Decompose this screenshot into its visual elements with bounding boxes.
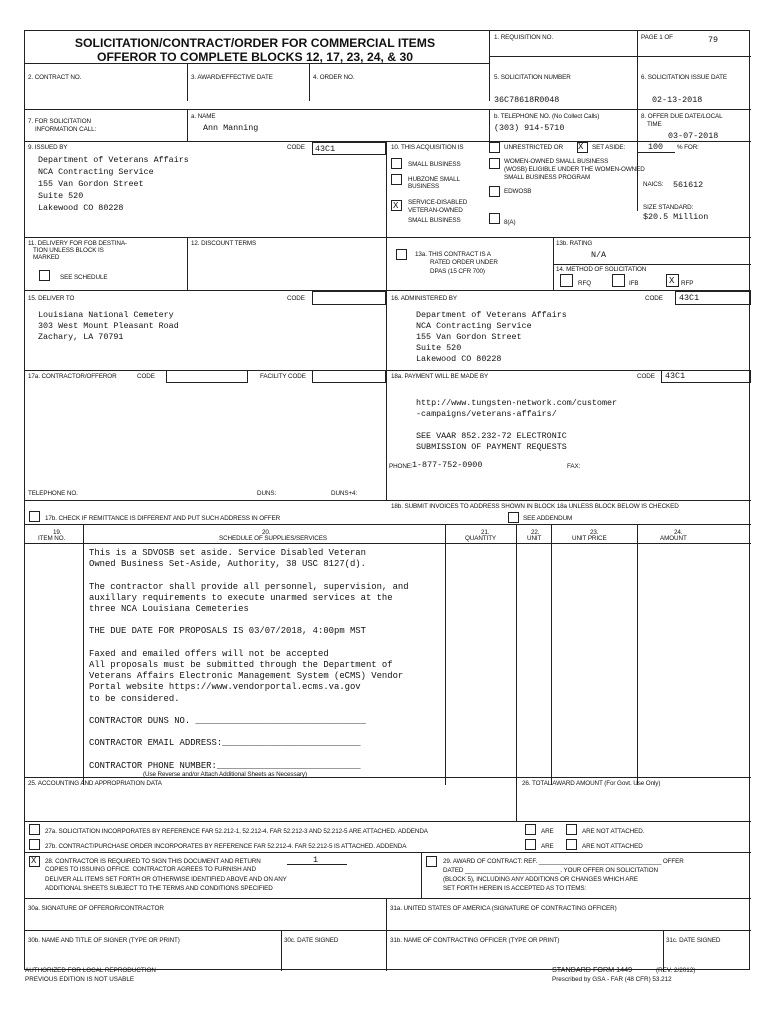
col24-label: AMOUNT	[660, 535, 687, 542]
size-standard: $20.5 Million	[643, 212, 709, 222]
officer-31b-label: 31b. NAME OF CONTRACTING OFFICER (TYPE OR PRINT)	[390, 937, 560, 944]
requisition-label: 1. REQUISITION NO.	[494, 34, 554, 41]
clause-27b-are-not-checkbox[interactable]	[566, 839, 577, 850]
clause-27b-checkbox[interactable]	[29, 839, 40, 850]
contractor-code-box	[166, 370, 248, 383]
size-standard-label: SIZE STANDARD:	[643, 204, 694, 211]
issue-date-label: 6. SOLICITATION ISSUE DATE	[641, 74, 727, 81]
administered-by-code-label: CODE	[645, 295, 663, 302]
form-title-line1: SOLICITATION/CONTRACT/ORDER FOR COMMERCIAL ITEMS	[74, 36, 436, 50]
edwosb-label: EDWOSB	[504, 188, 532, 195]
col24-num: 24.	[674, 529, 683, 536]
hubzone-label1: HUBZONE SMALL	[408, 176, 460, 183]
col23-label: UNIT PRICE	[572, 535, 607, 542]
col23-num: 23.	[590, 529, 599, 536]
clause-27a-label: 27a. SOLICITATION INCORPORATES BY REFERENCE FAR 52.212-1, 52.212-4. FAR 52.212-3 AND 52.212-5 ARE ATTACHED. ADDENDA	[45, 828, 428, 835]
clause-27a-are-not-checkbox[interactable]	[566, 824, 577, 835]
deliver-to-line1: Louisiana National Cemetery	[38, 310, 174, 320]
col22-num: 22.	[531, 529, 540, 536]
footer-prescribed: Prescribed by GSA - FAR (48 CFR) 53.212	[552, 976, 672, 983]
eight-a-checkbox[interactable]	[489, 213, 500, 224]
issued-by-line2: NCA Contracting Service	[38, 167, 154, 177]
deliver-to-label: 15. DELIVER TO	[28, 295, 75, 302]
payment-code-label: CODE	[637, 373, 655, 380]
issued-by-code: 43C1	[315, 144, 336, 154]
sdvosb-label1: SERVICE-DISABLED	[408, 199, 468, 206]
payment-fax-label: FAX:	[567, 463, 581, 470]
issue-date: 02-13-2018	[652, 95, 703, 105]
award-date-label: 3. AWARD/EFFECTIVE DATE	[191, 74, 273, 81]
remittance-label: 17b. CHECK IF REMITTANCE IS DIFFERENT AND PUT SUCH ADDRESS IN OFFER	[45, 515, 281, 522]
col20-label: SCHEDULE OF SUPPLIES/SERVICES	[219, 535, 327, 542]
clause-28-line4: ADDITIONAL SHEETS SUBJECT TO THE TERMS AND CONDITIONS SPECIFIED	[45, 885, 273, 892]
discount-terms-label: 12. DISCOUNT TERMS	[191, 240, 257, 247]
footer-revision: (REV. 2/2012)	[656, 967, 696, 974]
form-title-line2: OFFEROR TO COMPLETE BLOCKS 12, 17, 23, 24, & 30	[96, 50, 414, 64]
sf1449-form	[24, 30, 750, 970]
payment-code: 43C1	[665, 371, 686, 381]
rating-value: N/A	[591, 250, 607, 260]
reverse-note: (Use Reverse and/or Attach Additional Sheets as Necessary)	[143, 771, 307, 778]
naics-label: NAICS:	[643, 181, 664, 188]
edwosb-checkbox[interactable]	[489, 186, 500, 197]
remittance-checkbox[interactable]	[29, 511, 40, 522]
see-addendum-checkbox[interactable]	[508, 512, 519, 523]
clause-27b-label: 27b. CONTRACT/PURCHASE ORDER INCORPORATES BY REFERENCE FAR 52.212-4. FAR 52.212-5 IS ATTACHED. ADDENDA	[45, 843, 407, 850]
ifb-checkbox[interactable]	[612, 274, 625, 287]
clause-28-copies: 1	[313, 855, 319, 865]
contact-name: Ann Manning	[203, 123, 259, 133]
col20-num: 20.	[262, 529, 271, 536]
deliver-to-code-box	[312, 291, 386, 305]
acquisition-label: 10. THIS ACQUISITION IS	[391, 144, 464, 151]
clause-29-line4: SET FORTH HEREIN IS ACCEPTED AS TO ITEMS:	[443, 885, 587, 892]
offer-due-date: 03-07-2018	[668, 131, 719, 141]
rfq-checkbox[interactable]	[560, 274, 573, 287]
issued-by-label: 9. ISSUED BY	[28, 144, 68, 151]
set-aside-percent: 100	[648, 142, 664, 152]
duns4-label: DUNS+4:	[331, 490, 358, 497]
clause-27a-are: ARE	[541, 828, 554, 835]
duns-label: DUNS:	[257, 490, 277, 497]
set-aside-label: SET ASIDE:	[592, 144, 626, 151]
sdvosb-label2: VETERAN-OWNED	[408, 207, 463, 214]
contract-no-label: 2. CONTRACT NO.	[28, 74, 82, 81]
hubzone-label2: BUSINESS	[408, 183, 440, 190]
issued-by-line4: Suite 520	[38, 191, 84, 201]
clause-27a-are-not: ARE NOT ATTACHED.	[582, 828, 645, 835]
payment-line5: SUBMISSION OF PAYMENT REQUESTS	[416, 442, 567, 452]
solicitation-no: 36C78618R0048	[494, 95, 560, 105]
payment-line4: SEE VAAR 852.232-72 ELECTRONIC	[416, 431, 567, 441]
rated-order-checkbox[interactable]	[396, 249, 407, 260]
see-addendum-label: SEE ADDENDUM	[523, 515, 573, 522]
contractor-code-label: CODE	[137, 373, 155, 380]
payment-phone: 1-877-752-0900	[412, 460, 483, 470]
small-business-checkbox[interactable]	[391, 158, 402, 169]
small-business-label: SMALL BUSINESS	[408, 161, 461, 168]
clause-29-checkbox[interactable]	[426, 856, 437, 867]
signature-31a-label: 31a. UNITED STATES OF AMERICA (SIGNATURE OF CONTRACTING OFFICER)	[390, 905, 617, 912]
order-no-label: 4. ORDER NO.	[313, 74, 355, 81]
clause-27b-are-checkbox[interactable]	[525, 839, 536, 850]
payment-line2: -campaigns/veterans-affairs/	[416, 409, 557, 419]
wosb-label3: SMALL BUSINESS PROGRAM	[504, 174, 591, 181]
for-info-label: 7. FOR SOLICITATION	[28, 118, 91, 125]
rating-label: 13b. RATING	[556, 240, 593, 247]
see-schedule-label: SEE SCHEDULE	[60, 274, 108, 281]
eight-a-label: 8(A)	[504, 219, 516, 226]
rfp-mark: X	[669, 276, 675, 286]
sdvosb-label3: SMALL BUSINESS	[408, 217, 461, 224]
administered-by-code: 43C1	[679, 293, 700, 303]
page-total: 79	[708, 35, 719, 45]
accounting-label: 25. ACCOUNTING AND APPROPRIATION DATA	[28, 780, 162, 787]
rated-label3: DPAS (15 CFR 700)	[430, 268, 485, 275]
footer-authorized: AUTHORIZED FOR LOCAL REPRODUCTION	[25, 967, 156, 974]
administered-by-line5: Lakewood CO 80228	[416, 354, 502, 364]
offer-due-label2: TIME	[647, 121, 662, 128]
date-30c-label: 30c. DATE SIGNED	[284, 937, 339, 944]
telephone-no-label: TELEPHONE NO.	[28, 490, 78, 497]
administered-by-line1: Department of Veterans Affairs	[416, 310, 567, 320]
col21-num: 21.	[481, 529, 490, 536]
see-schedule-checkbox[interactable]	[39, 270, 50, 281]
percent-for-label: % FOR:	[677, 144, 699, 151]
unrestricted-label: UNRESTRICTED OR	[504, 144, 564, 151]
schedule-description: This is a SDVOSB set aside. Service Disabled Veteran Owned Business Set-Aside, Authority, 38 USC 8127(d). The contractor shall provide all personnel, supervision, and auxillary requirements to execute unarmed services at the three NCA Louisiana Cemeteries THE DUE DATE FOR PROPOSALS IS 03/07/2018, 4:00pm MST Faxed and emailed offers will not be accepted All proposals must be submitted through the Department of Veterans Affairs Electronic Management System (eCMS) Vendor Portal website https://www.vendorportal.ecms.va.gov to be considered. CONTRACTOR DUNS NO. ________________________________ CONTRACTOR EMAIL ADDRESS:__________________________ CONTRACTOR PHONE NUMBER:___________________________	[89, 548, 409, 771]
facility-code-label: FACILITY CODE	[260, 373, 306, 380]
clause-27b-are-not: ARE NOT ATTACHED	[582, 843, 643, 850]
clause-27a-are-checkbox[interactable]	[525, 824, 536, 835]
name-label: a. NAME	[191, 113, 216, 120]
deliver-to-line3: Zachary, LA 70791	[38, 332, 124, 342]
clause-28-line2: COPIES TO ISSUING OFFICE. CONTRACTOR AGREES TO FURNISH AND	[45, 866, 256, 873]
issued-by-line3: 155 Van Gordon Street	[38, 179, 144, 189]
naics-code: 561612	[673, 180, 704, 190]
date-31c-label: 31c. DATE SIGNED	[666, 937, 721, 944]
facility-code-box	[312, 370, 386, 383]
issued-by-line5: Lakewood CO 80228	[38, 203, 124, 213]
payment-line1: http://www.tungsten-network.com/customer	[416, 398, 618, 408]
clause-27b-are: ARE	[541, 843, 554, 850]
hubzone-checkbox[interactable]	[391, 174, 402, 185]
contractor-label: 17a. CONTRACTOR/OFFEROR	[28, 373, 117, 380]
rfq-label: RFQ	[578, 280, 591, 287]
rated-label2: RATED ORDER UNDER	[430, 259, 498, 266]
submit-invoices-label: 18b. SUBMIT INVOICES TO ADDRESS SHOWN IN BLOCK 18a UNLESS BLOCK BELOW IS CHECKED	[391, 503, 679, 510]
clause-28-line3: DELIVER ALL ITEMS SET FORTH OR OTHERWISE IDENTIFIED ABOVE AND ON ANY	[45, 876, 287, 883]
col21-label: QUANTITY	[465, 535, 497, 542]
col19-num: 19.	[53, 529, 62, 536]
clause-28-line1: 28. CONTRACTOR IS REQUIRED TO SIGN THIS DOCUMENT AND RETURN	[45, 858, 261, 865]
col19-label: ITEM NO.	[38, 535, 66, 542]
issued-by-line1: Department of Veterans Affairs	[38, 155, 189, 165]
footer-previous-edition: PREVIOUS EDITION IS NOT USABLE	[25, 976, 135, 983]
clause-29-line1: 29. AWARD OF CONTRACT: REF. ____________________________________ OFFER	[443, 858, 684, 865]
total-award-label: 26. TOTAL AWARD AMOUNT (For Govt. Use Only)	[522, 780, 661, 787]
rated-label1: 13a. THIS CONTRACT IS A	[415, 251, 491, 258]
sdvosb-mark: X	[393, 201, 399, 211]
administered-by-label: 16. ADMINISTERED BY	[391, 295, 457, 302]
ifb-label: IFB	[629, 280, 639, 287]
method-label: 14. METHOD OF SOLICITATION	[556, 266, 647, 273]
unrestricted-checkbox[interactable]	[489, 142, 500, 153]
administered-by-line4: Suite 520	[416, 343, 462, 353]
clause-29-line2: DATED ____________________________. YOUR OFFER ON SOLICITATION	[443, 867, 658, 874]
for-info-label2: INFORMATION CALL:	[35, 126, 97, 133]
rfp-label: RFP	[681, 280, 694, 287]
clause-29-line3: (BLOCK 5), INCLUDING ANY ADDITIONS OR CHANGES WHICH ARE	[443, 876, 638, 883]
administered-by-line3: 155 Van Gordon Street	[416, 332, 522, 342]
wosb-label2: (WOSB) ELIGIBLE UNDER THE WOMEN-OWNED	[504, 166, 645, 173]
delivery-label2: TION UNLESS BLOCK IS	[33, 247, 104, 254]
col22-label: UNIT	[527, 535, 542, 542]
wosb-label1: WOMEN-OWNED SMALL BUSINESS	[504, 158, 609, 165]
clause-27a-checkbox[interactable]	[29, 824, 40, 835]
wosb-checkbox[interactable]	[489, 158, 500, 169]
payment-phone-label: PHONE:	[389, 463, 413, 470]
deliver-to-code-label: CODE	[287, 295, 305, 302]
solicitation-no-label: 5. SOLICITATION NUMBER	[494, 74, 571, 81]
set-aside-mark: X	[578, 142, 584, 152]
contact-phone: (303) 914-5710	[494, 123, 565, 133]
administered-by-line2: NCA Contracting Service	[416, 321, 532, 331]
deliver-to-line2: 303 West Mount Pleasant Road	[38, 321, 179, 331]
signer-30b-label: 30b. NAME AND TITLE OF SIGNER (TYPE OR PRINT)	[28, 937, 180, 944]
clause-28-mark: X	[31, 856, 37, 866]
delivery-label1: 11. DELIVERY FOR FOB DESTINA-	[28, 240, 127, 247]
offer-due-label: 8. OFFER DUE DATE/LOCAL	[641, 113, 723, 120]
telephone-label: b. TELEPHONE NO. (No Collect Calls)	[494, 113, 600, 120]
delivery-label3: MARKED	[33, 254, 60, 261]
issued-by-code-label: CODE	[287, 144, 305, 151]
signature-30a-label: 30a. SIGNATURE OF OFFEROR/CONTRACTOR	[28, 905, 164, 912]
payment-label: 18a. PAYMENT WILL BE MADE BY	[391, 373, 489, 380]
footer-form-name: STANDARD FORM 1449	[552, 965, 633, 974]
page-label: PAGE 1 OF	[641, 34, 673, 41]
